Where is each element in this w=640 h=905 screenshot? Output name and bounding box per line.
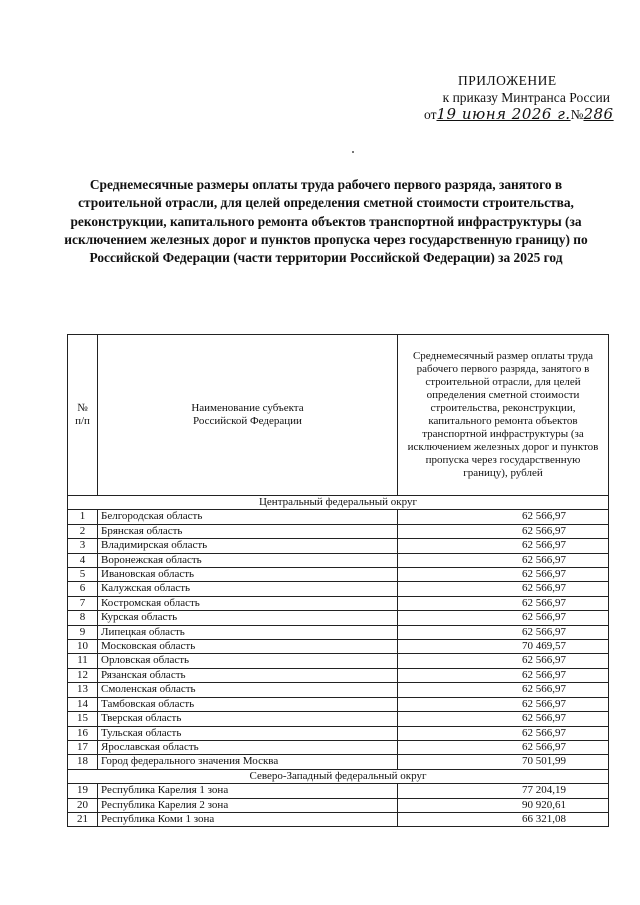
region-name: Липецкая область (98, 625, 398, 639)
row-number: 7 (68, 596, 98, 610)
wage-value: 62 566,97 (398, 740, 609, 754)
table-row (68, 524, 609, 538)
district-group-row (68, 496, 609, 510)
table-row (68, 784, 609, 798)
order-reference: к приказу Минтранса России (442, 90, 610, 105)
row-number: 5 (68, 568, 98, 582)
row-number: 21 (68, 812, 98, 826)
table-row (68, 740, 609, 754)
region-name: Московская область (98, 640, 398, 654)
row-number: 18 (68, 755, 98, 769)
row-number: 9 (68, 625, 98, 639)
row-number: 10 (68, 640, 98, 654)
wage-value: 62 566,97 (398, 510, 609, 524)
table-row (68, 668, 609, 682)
document-title: Среднемесячные размеры оплаты труда рабочего первого разряда, занятого в строительной отрасли, для целей определения сметной стоимости строительства, реконструкции, капитального ремонта объектов транспортной инфраструктуры (за исключением железных дорог и пунктов пропуска через государственную границу) по Российской Федерации (части территории Российской Федерации) за 2025 год (64, 177, 588, 266)
annex-label: ПРИЛОЖЕНИЕ (458, 73, 557, 88)
table-row (68, 654, 609, 668)
row-number: 11 (68, 654, 98, 668)
handwritten-number: 286 (583, 105, 614, 123)
region-name: Республика Карелия 1 зона (98, 784, 398, 798)
wage-value: 70 469,57 (398, 640, 609, 654)
region-name: Тамбовская область (98, 697, 398, 711)
table-row (68, 596, 609, 610)
wage-value: 77 204,19 (398, 784, 609, 798)
column-header-wage: Среднемесячный размер оплаты труда рабочего первого разряда, занятого в строительной отрасли, для целей определения сметной стоимости строительства, реконструкции, капитального ремонта объектов транспортной инфраструктуры (за исключением железных дорог и пунктов пропуска через государственную границу), рублей (398, 335, 609, 496)
table-row (68, 640, 609, 654)
wage-value: 62 566,97 (398, 683, 609, 697)
row-number: 14 (68, 697, 98, 711)
table-row (68, 510, 609, 524)
region-name: Тульская область (98, 726, 398, 740)
region-name: Город федерального значения Москва (98, 755, 398, 769)
table-row (68, 755, 609, 769)
row-number: 4 (68, 553, 98, 567)
region-name: Брянская область (98, 524, 398, 538)
row-number: 20 (68, 798, 98, 812)
wage-table-body (68, 335, 609, 827)
annex-header (420, 72, 620, 123)
row-number: 2 (68, 524, 98, 538)
wage-value: 62 566,97 (398, 582, 609, 596)
wage-value: 62 566,97 (398, 697, 609, 711)
wage-value: 62 566,97 (398, 625, 609, 639)
table-row (68, 697, 609, 711)
row-number: 1 (68, 510, 98, 524)
district-title: Северо-Западный федеральный округ (68, 769, 609, 783)
table-row (68, 712, 609, 726)
district-title: Центральный федеральный округ (68, 496, 609, 510)
wage-value: 62 566,97 (398, 539, 609, 553)
region-name: Ярославская область (98, 740, 398, 754)
table-row (68, 726, 609, 740)
row-number: 3 (68, 539, 98, 553)
table-row (68, 553, 609, 567)
region-name: Ивановская область (98, 568, 398, 582)
wage-value: 62 566,97 (398, 568, 609, 582)
table-row (68, 683, 609, 697)
wage-value: 62 566,97 (398, 524, 609, 538)
region-name: Республика Коми 1 зона (98, 812, 398, 826)
row-number: 17 (68, 740, 98, 754)
row-number: 16 (68, 726, 98, 740)
wage-value: 70 501,99 (398, 755, 609, 769)
wage-value: 62 566,97 (398, 611, 609, 625)
table-row (68, 798, 609, 812)
table-header-row (68, 335, 609, 496)
wage-value: 62 566,97 (398, 712, 609, 726)
table-row (68, 539, 609, 553)
wage-value: 62 566,97 (398, 553, 609, 567)
region-name: Тверская область (98, 712, 398, 726)
region-name: Владимирская область (98, 539, 398, 553)
row-number: 15 (68, 712, 98, 726)
region-name: Белгородская область (98, 510, 398, 524)
row-number: 8 (68, 611, 98, 625)
region-name: Республика Карелия 2 зона (98, 798, 398, 812)
region-name: Курская область (98, 611, 398, 625)
wage-value: 62 566,97 (398, 596, 609, 610)
wage-table (67, 334, 609, 827)
wage-value: 90 920,61 (398, 798, 609, 812)
wage-value: 62 566,97 (398, 726, 609, 740)
wage-value: 62 566,97 (398, 654, 609, 668)
column-header-subject: Наименование субъекта Российской Федерации (98, 335, 398, 496)
table-row (68, 611, 609, 625)
region-name: Калужская область (98, 582, 398, 596)
column-header-number: № п/п (68, 335, 98, 496)
wage-value: 66 321,08 (398, 812, 609, 826)
order-date-line (420, 106, 620, 123)
region-name: Смоленская область (98, 683, 398, 697)
row-number: 12 (68, 668, 98, 682)
handwritten-date: 19 июня 2026 г. (436, 105, 571, 123)
region-name: Воронежская область (98, 553, 398, 567)
scan-speck (352, 151, 354, 153)
region-name: Орловская область (98, 654, 398, 668)
date-prefix: от (424, 107, 437, 122)
wage-value: 62 566,97 (398, 668, 609, 682)
table-row (68, 568, 609, 582)
row-number: 19 (68, 784, 98, 798)
district-group-row (68, 769, 609, 783)
number-prefix: № (570, 107, 584, 122)
row-number: 6 (68, 582, 98, 596)
table-row (68, 625, 609, 639)
region-name: Костромская область (98, 596, 398, 610)
region-name: Рязанская область (98, 668, 398, 682)
row-number: 13 (68, 683, 98, 697)
table-row (68, 582, 609, 596)
table-row (68, 812, 609, 826)
